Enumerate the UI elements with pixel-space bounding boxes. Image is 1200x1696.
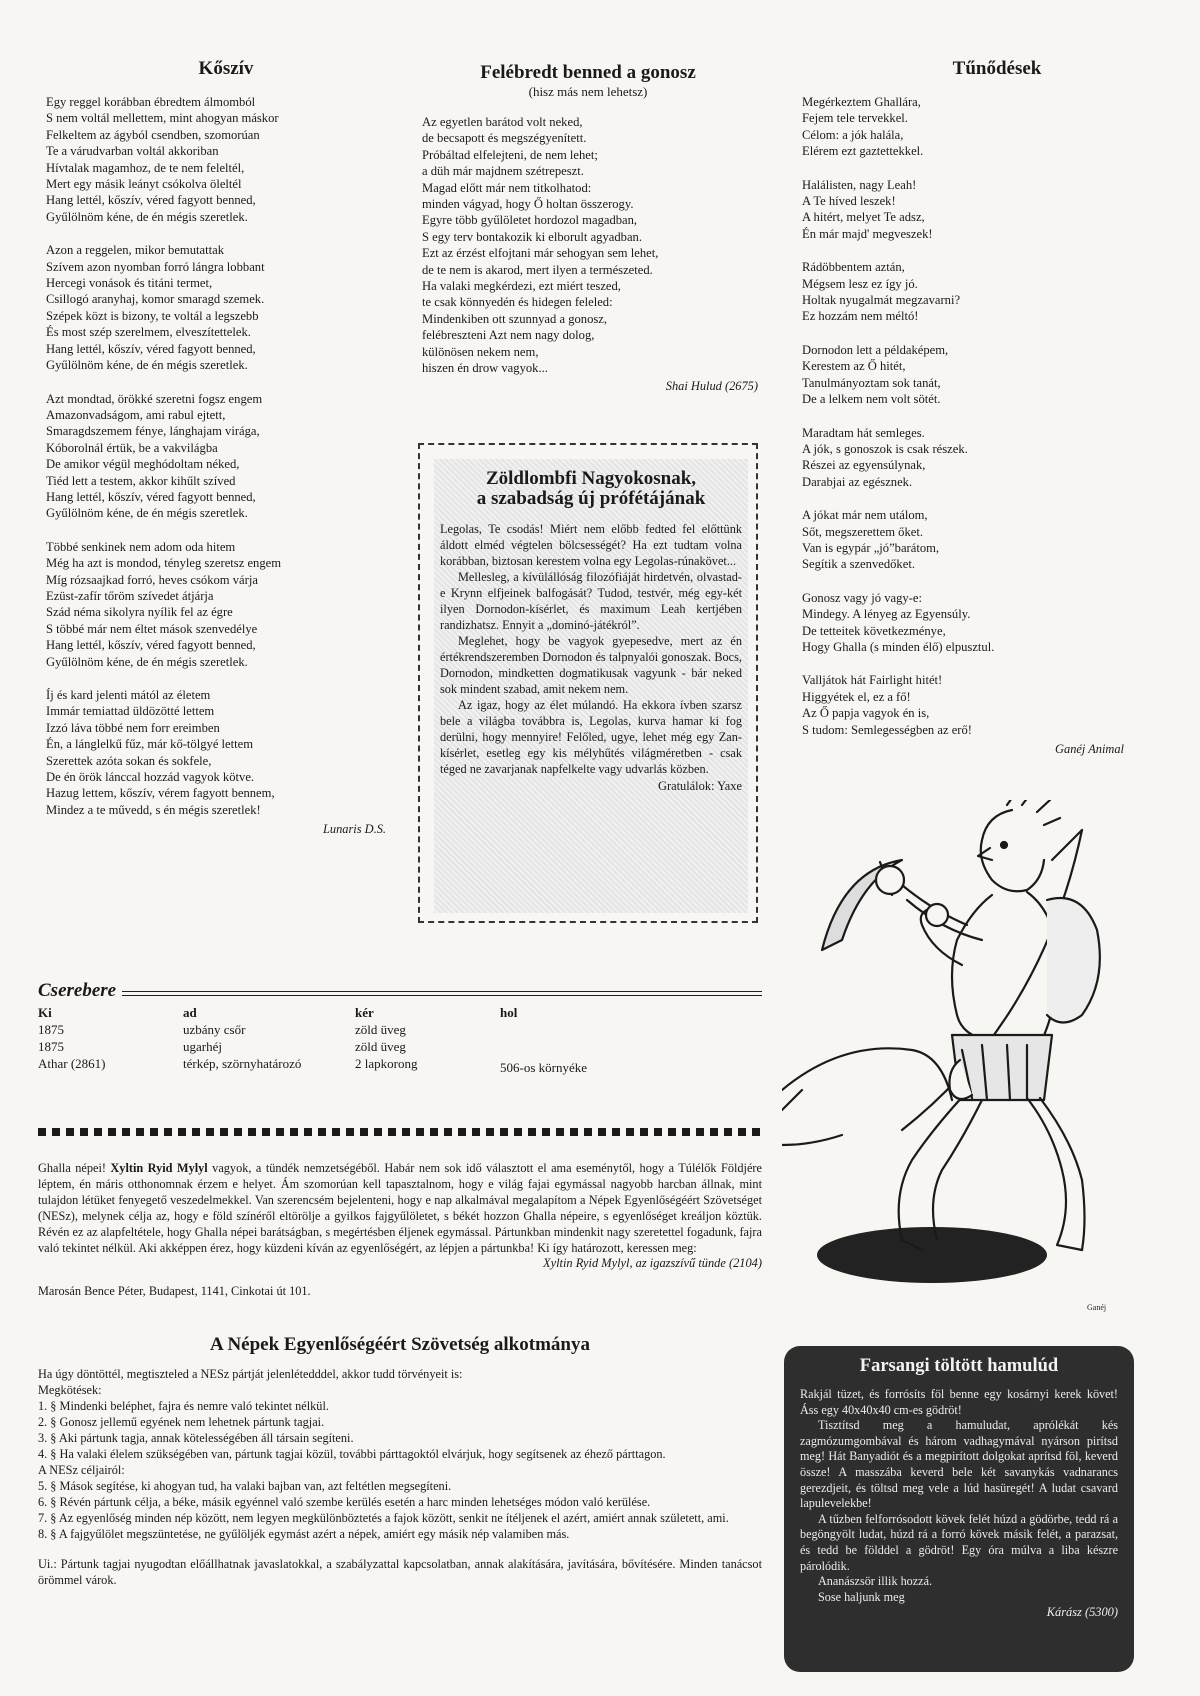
poem-line: Megérkeztem Ghallára,: [802, 95, 921, 109]
constitution-item: 6. § Révén pártunk célja, a béke, másik egyénnel való szembe kerülés esetén a harc minden lehetséges módon való kerülése.: [38, 1495, 651, 1509]
poem-line: Az egyetlen barátod volt neked,: [422, 115, 583, 129]
poem-line: Kerestem az Ő hitét,: [802, 359, 906, 374]
poem-line: S tudom: Semlegességben az erő!: [802, 722, 972, 737]
poem-line: Magad előtt már nem titkolhatod:: [422, 180, 592, 195]
poem-line: S egy terv bontakozik ki elborult agyadban.: [422, 229, 642, 244]
table-cell: 1875: [38, 1022, 64, 1037]
announcement-intro: Ghalla népei!: [38, 1161, 111, 1175]
poem-line: De tetteitek következménye,: [802, 623, 946, 638]
constitution-intro: Ha úgy döntöttél, megtiszteled a NESz pártját jelenlétedddel, akkor tudd törvényeit is:: [38, 1367, 463, 1381]
poem-line: Szépek közt is bizony, te voltál a legszebb: [46, 308, 259, 323]
poem-line: Ez hozzám nem méltó!: [802, 309, 919, 324]
poem-line: felébreszteni Azt nem nagy dolog,: [422, 328, 595, 343]
poem-line: Többé senkinek nem adom oda hitem: [46, 539, 236, 554]
poem-line: Íj és kard jelenti mától az életem: [46, 688, 211, 702]
recipe-paragraph: Sose haljunk meg: [818, 1589, 905, 1604]
table-header-row: [38, 1004, 660, 1021]
poem-line: Valljátok hát Fairlight hitét!: [802, 673, 943, 688]
poem-line: Szívem azon nyomban forró lángra lobbant: [46, 259, 265, 274]
recipe-box: [784, 1346, 1134, 1672]
poem-line: Míg rózsaajkad forró, heves csókom várja: [46, 572, 258, 587]
constitution-item: 2. § Gonosz jellemű egyének nem lehetnek pártunk tagjai.: [38, 1415, 325, 1429]
poem-line: Gonosz vagy jó vagy-e:: [802, 590, 922, 605]
column-header: ad: [183, 1005, 197, 1020]
poem-line: Hang lettél, kőszív, véred fagyott benned,: [46, 193, 256, 208]
column-header: Ki: [38, 1005, 52, 1020]
poem-line: Hogy Ghalla (s minden élő) elpusztul.: [802, 639, 995, 654]
poem-line: Mindenkiben ott szunnyad a gonosz,: [422, 311, 608, 326]
poem-line: Gyűlölnöm kéne, de én mégis szeretlek.: [46, 654, 248, 669]
stanza-gap: [802, 408, 1142, 425]
poem-line: Te a várudvarban voltál akkoriban: [46, 144, 219, 159]
poem-line: Célom: a jók halála,: [802, 127, 904, 142]
poem-signature: Lunaris D.S.: [323, 822, 386, 837]
recipe-paragraph: Rakjál tüzet, és forrósíts föl benne egy kosárnyi kerek követ! Áss egy 40x40x40 cm-es gödröt!: [800, 1387, 1118, 1417]
poem-line: Mégsem lesz ez így jó.: [802, 276, 918, 291]
poem-line: Hazug lettem, kőszív, vérem fagyott bennem,: [46, 786, 275, 801]
cserebere-rule: [122, 991, 762, 996]
table-cell: zöld üveg: [355, 1022, 406, 1037]
cserebere-title: Cserebere: [38, 980, 117, 1001]
poem-line: Ezüst-zafír tőröm szívedet átjárja: [46, 588, 214, 603]
poem-line: Tiéd lett a testem, akkor kihűlt szíved: [46, 473, 236, 488]
poem-line: Sőt, megszerettem őket.: [802, 524, 924, 539]
poem-line: Amazonvadságom, ami rabul ejtett,: [46, 407, 226, 422]
poem-line: Részei az egyensúlynak,: [802, 458, 926, 473]
poem-signature: Shai Hulud (2675): [665, 378, 758, 393]
poem-line: Immár temiattad üldözötté lettem: [46, 704, 215, 719]
table-cell: [500, 1021, 660, 1038]
poem-line: Halálisten, nagy Leah!: [802, 177, 917, 192]
table-row: [38, 1055, 660, 1076]
table-cell: 506-os környéke: [500, 1060, 588, 1075]
letter-paragraph: Az igaz, hogy az élet múlandó. Ha ekkora ívben szarsz bele a világba továbbra is, Legolas, kurva hamar ki fog derülni, hogy mennyire! Felőled, ugye, lehet még egy Zan-kísérlet, esetleg egy kis mélyhűtés világméretben - csak téged ne zavarjanak napfelkelte vagy udvarlás közben.: [440, 698, 742, 776]
stanza-gap: [46, 670, 406, 687]
recipe-paragraph: Ananászsör illik hozzá.: [818, 1574, 933, 1589]
poem-line: De amikor végül meghódoltam néked,: [46, 457, 240, 472]
poem-title: Kőszív: [198, 58, 254, 79]
stanza-gap: [46, 225, 406, 242]
poem-line: S nem voltál mellettem, mint ahogyan máskor: [46, 111, 279, 126]
constitution-label: A NESz céljairól:: [38, 1463, 125, 1477]
constitution-title: A Népek Egyenlőségéért Szövetség alkotmánya: [210, 1334, 590, 1355]
poem-line: de becsapott és megszégyenített.: [422, 131, 587, 146]
poem-title: Felébredt benned a gonosz: [480, 62, 696, 83]
announcement-name: Xyltin Ryid Mylyl: [110, 1161, 208, 1175]
stanza-gap: [46, 374, 406, 391]
constitution-item: 1. § Mindenki beléphet, fajra és nemre való tekintet nélkül.: [38, 1399, 329, 1413]
stanza-gap: [802, 325, 1142, 342]
column-header: hol: [500, 1005, 518, 1020]
constitution-label: Megkötések:: [38, 1383, 102, 1397]
constitution-item: 7. § Az egyenlőség minden nép között, nem legyen megkülönböztetés a fajok között, senkit ne ítéljenek el azért, amiért annak született, ami.: [38, 1511, 729, 1525]
poem-line: Mert egy másik leányt csókolva öleltél: [46, 177, 242, 192]
table-cell: uzbány csőr: [183, 1022, 246, 1037]
section-divider: [38, 1128, 762, 1136]
ghalla-announcement: [38, 1160, 762, 1299]
letter-box: [418, 443, 758, 923]
letter-paragraph: Meglehet, hogy be vagyok gyepesedve, mert az én értékrendszeremben Dornodon és talpnyalói gonoszak. Bocs, Dornodon, mindketten dogmatikusak vagyunk - bár neked sok mindent szabad, amit nekem nem.: [440, 634, 742, 696]
poem-line: Azt mondtad, örökké szeretni fogsz engem: [46, 391, 263, 406]
constitution-item: 5. § Mások segítése, ki ahogyan tud, ha valaki bajban van, azt feltétlen megsegíteni.: [38, 1479, 452, 1493]
poem-title: Tűnődések: [952, 58, 1042, 79]
poem-line: És most szép szerelmem, elveszítettelek.: [46, 325, 251, 340]
table-cell: 1875: [38, 1039, 64, 1054]
letter-signature: Gratulálok: Yaxe: [658, 779, 742, 793]
stanza-gap: [802, 573, 1142, 590]
poem-line: Ezt az érzést elfojtani már sehogyan sem lehet,: [422, 246, 659, 261]
announcement-text: [38, 1160, 762, 1256]
poem-line: Ha valaki megkérdezi, ezt miért teszed,: [422, 279, 621, 294]
stanza-gap: [802, 655, 1142, 672]
table-cell: 2 lapkorong: [355, 1056, 418, 1071]
poem-line: Hang lettél, kőszív, véred fagyott benned,: [46, 638, 256, 653]
column-header: kér: [355, 1005, 374, 1020]
cserebere-section: [38, 980, 762, 1076]
announcement-body: vagyok, a tündék nemzetségéből. Habár nem sok idő választott el ama eseménytől, hogy a Túlélők Földjére léptem, én máris otthonomnak érzem e helyet. Ám szomorúan kell tapasztalnom, hogy e világ fajai egymással nagyobb harcban állnak, mint tulajdon létüket fenyegető veszedelmekkel. Van szerencsém bejelenteni, hogy e nap alkalmával megalapítom a Népek Egyenlőségéért Szövetséget (NESz), melynek célja az, hogy e föld színéről eltörölje a gyilkos fajgyűlöletet, s békét hozzon Ghalla népeire, s egyenlőséget kreáljon köztük. Révén ez az alapfeltétele, hogy Ghalla népei barátságban, s megértésben éljenek egymással. Pártunkban mindenkit nagy szeretettel fogadunk, fajra való tekintet nélkül. Aki akképpen érez, hogy küzdeni kíván az egyenlőségért, az lépjen a pártunkba! Ki így határozott, keressen meg:: [38, 1161, 762, 1255]
poem-line: Gyűlölnöm kéne, de én mégis szeretlek.: [46, 506, 248, 521]
constitution-goals: [38, 1478, 762, 1542]
poem-line: Darabjai az egésznek.: [802, 474, 913, 489]
poem-line: Gyűlölnöm kéne, de én mégis szeretlek.: [46, 209, 248, 224]
stanza-gap: [802, 242, 1142, 259]
warrior-illustration: [782, 800, 1142, 1320]
poem-line: Tanulmányoztam sok tanát,: [802, 375, 941, 390]
stanza-gap: [46, 522, 406, 539]
letter-paragraph: Legolas, Te csodás! Miért nem előbb fedted fel előttünk áldott elméd végtelen bölcsességét? Ha ezt tudtam volna korábban, biztosan kerestem volna egy Legolas-rúnakövet...: [440, 522, 742, 568]
poem-subtitle: (hisz más nem lehetsz): [528, 84, 648, 99]
table-cell: [500, 1038, 660, 1055]
poem-line: Én már majd' megveszek!: [802, 226, 933, 241]
poem-line: Kóborolnál értük, be a vakvilágba: [46, 440, 218, 455]
letter-title-line2: a szabadság új prófétájának: [476, 488, 706, 509]
constitution-item: 3. § Aki pártunk tagja, annak kötelességében áll társain segíteni.: [38, 1431, 354, 1445]
recipe-paragraph: A tűzben felforrósodott kövek felét húzd a gödörbe, tedd rá a begöngyölt ludat, húzd rá a forró kövek másik felét, a parazsat, és tedd be földdel a gödröt! Egy óra múlva a liba készre párolódik.: [800, 1511, 1118, 1573]
poem-line: Próbáltad elfelejteni, de nem lehet;: [422, 147, 598, 162]
stanza-gap: [802, 490, 1142, 507]
poem-line: De én örök lánccal hozzád vagyok kötve.: [46, 770, 255, 785]
poem-line: Mindez a te művedd, s én mégis szeretlek!: [46, 802, 261, 817]
poem-tunodesek: [802, 58, 1142, 757]
poem-signature: Ganéj Animal: [1055, 742, 1124, 756]
artist-mark: Ganéj: [1087, 1303, 1107, 1312]
recipe-title: Farsangi töltött hamulúd: [859, 1356, 1059, 1376]
poem-body: [422, 114, 758, 377]
recipe-paragraph: Tisztítsd meg a hamuludat, aprólékát kés zagmózumgombával és három vadhagymával nyárson pirítsd meg! Hát Banyadiót és a megpirított dolgokat aprítsd föl, keverd össze! A masszába keverd bele két savanykás vadnarancs gerezdjeit, és töltsd meg vele a lúd hasüregét! A ludat csavard lapulevelekbe!: [800, 1418, 1118, 1511]
poem-line: Egy reggel korábban ébredtem álmomból: [46, 95, 256, 109]
table-cell: Athar (2861): [38, 1056, 106, 1071]
table-cell: térkép, szörnyhatározó: [183, 1056, 302, 1071]
poem-line: S többé már nem éltet mások szenvedélye: [46, 621, 258, 636]
poem-line: Csillogó aranyhaj, komor smaragd szemek.: [46, 292, 265, 307]
poem-line: Rádöbbentem aztán,: [802, 260, 905, 275]
poem-line: Hang lettél, kőszív, véred fagyott benned,: [46, 341, 256, 356]
poem-line: Hívtalak magamhoz, de te nem feleltél,: [46, 160, 245, 175]
poem-line: Szád néma sikolyra nyílik fel az égre: [46, 605, 233, 620]
poem-line: Én, a lánglelkű fűz, már kő-tölgyé lettem: [46, 737, 254, 752]
poem-line: Gyűlölnöm kéne, de én mégis szeretlek.: [46, 358, 248, 373]
poem-line: Smaragdszemem fénye, lánghajam virága,: [46, 424, 260, 439]
letter-box-shade: [434, 459, 748, 913]
letter-title: [440, 469, 742, 509]
poem-line: Van is egypár „jó”barátom,: [802, 540, 940, 555]
poem-line: te csak könnyedén és hidegen feleled:: [422, 295, 613, 310]
poem-line: Dornodon lett a példaképem,: [802, 342, 949, 357]
poem-line: Fejem tele tervekkel.: [802, 111, 908, 126]
poem-line: Szerettek azóta sokan és sokfele,: [46, 753, 212, 768]
poem-line: A jók, s gonoszok is csak részek.: [802, 441, 968, 456]
letter-title-line1: Zöldlombfi Nagyokosnak,: [485, 468, 697, 489]
constitution-rules: [38, 1398, 762, 1462]
poem-line: De a lelkem nem volt sötét.: [802, 392, 941, 407]
poem-line: Még ha azt is mondod, tényleg szeretsz engem: [46, 556, 282, 571]
poem-line: Segítik a szenvedőket.: [802, 557, 915, 572]
constitution-item: 4. § Ha valaki élelem szükségében van, pártunk tagjai közül, további párttagoktól elvárjuk, hogy segítsenek az éhező párttagon.: [38, 1447, 666, 1461]
poem-line: Egyre több gyűlöletet hordozol magadban,: [422, 213, 638, 228]
poem-line: különösen nekem nem,: [422, 344, 539, 359]
poem-line: a düh már majdnem szétrepeszt.: [422, 164, 584, 179]
poem-body: [802, 94, 1142, 738]
poem-line: hiszen én drow vagyok...: [422, 361, 548, 376]
constitution-item: 8. § A fajgyűlölet megszüntetése, ne gyűlöljék egymást azért a népek, amiért egy másik nép valamiben más.: [38, 1527, 570, 1541]
poem-koszi: [46, 58, 406, 837]
poem-line: Maradtam hát semleges.: [802, 425, 925, 440]
letter-paragraph: Mellesleg, a kívülállóság filozófiáját hirdetvén, olvastad-e Krynn elfjeinek balfogását? Tudod, testvér, még egy-két ilyen Dornodon-kísérlet, és maximum Leah kertjében randizhatsz. Ennyit a „dominó-játékról”.: [440, 570, 742, 632]
table-cell: ugarhéj: [183, 1039, 222, 1054]
constitution-note: Ui.: Pártunk tagjai nyugodtan előállhatnak javaslatokkal, a szabályzattal kapcsolatban, annak alakítására, javítására, bővítésére. Minden tanácsot örömmel várok.: [38, 1557, 762, 1587]
stanza-gap: [802, 160, 1142, 177]
poem-line: Az Ő papja vagyok én is,: [802, 706, 930, 721]
poem-line: Holtak nyugalmát megzavarni?: [802, 293, 961, 308]
cserebere-table: [38, 1004, 660, 1076]
table-cell: zöld üveg: [355, 1039, 406, 1054]
poem-line: minden vágyad, hogy Ő holtan összerogy.: [422, 197, 634, 212]
poem-line: de te nem is akarod, mert ilyen a természeted.: [422, 262, 653, 277]
announcement-address: Marosán Bence Péter, Budapest, 1141, Cinkotai út 101.: [38, 1284, 311, 1298]
poem-line: Higgyétek el, ez a fő!: [802, 689, 911, 704]
recipe-signature: Kárász (5300): [1046, 1605, 1118, 1620]
poem-line: Izzó láva többé nem forr ereimben: [46, 720, 220, 735]
constitution-section: [38, 1334, 762, 1588]
poem-line: Azon a reggelen, mikor bemutattak: [46, 243, 224, 258]
table-row: [38, 1021, 660, 1038]
poem-line: A jókat már nem utálom,: [802, 508, 928, 523]
poem-body: [46, 94, 406, 818]
poem-line: Felkeltem az ágyból csendben, szomorúan: [46, 127, 260, 142]
poem-line: Hercegi vonások és titáni termet,: [46, 276, 213, 291]
announcement-signature: Xyltin Ryid Mylyl, az igazszívű tünde (2104): [543, 1256, 762, 1270]
table-row: [38, 1038, 660, 1055]
poem-line: A hitért, melyet Te adsz,: [802, 210, 925, 225]
poem-line: Mindegy. A lényeg az Egyensúly.: [802, 607, 971, 622]
poem-line: Elérem ezt gaztettekkel.: [802, 144, 924, 159]
poem-line: A Te híved leszek!: [802, 194, 896, 209]
poem-gonosz: [418, 62, 758, 394]
poem-line: Hang lettél, kőszív, véred fagyott benned,: [46, 489, 256, 504]
